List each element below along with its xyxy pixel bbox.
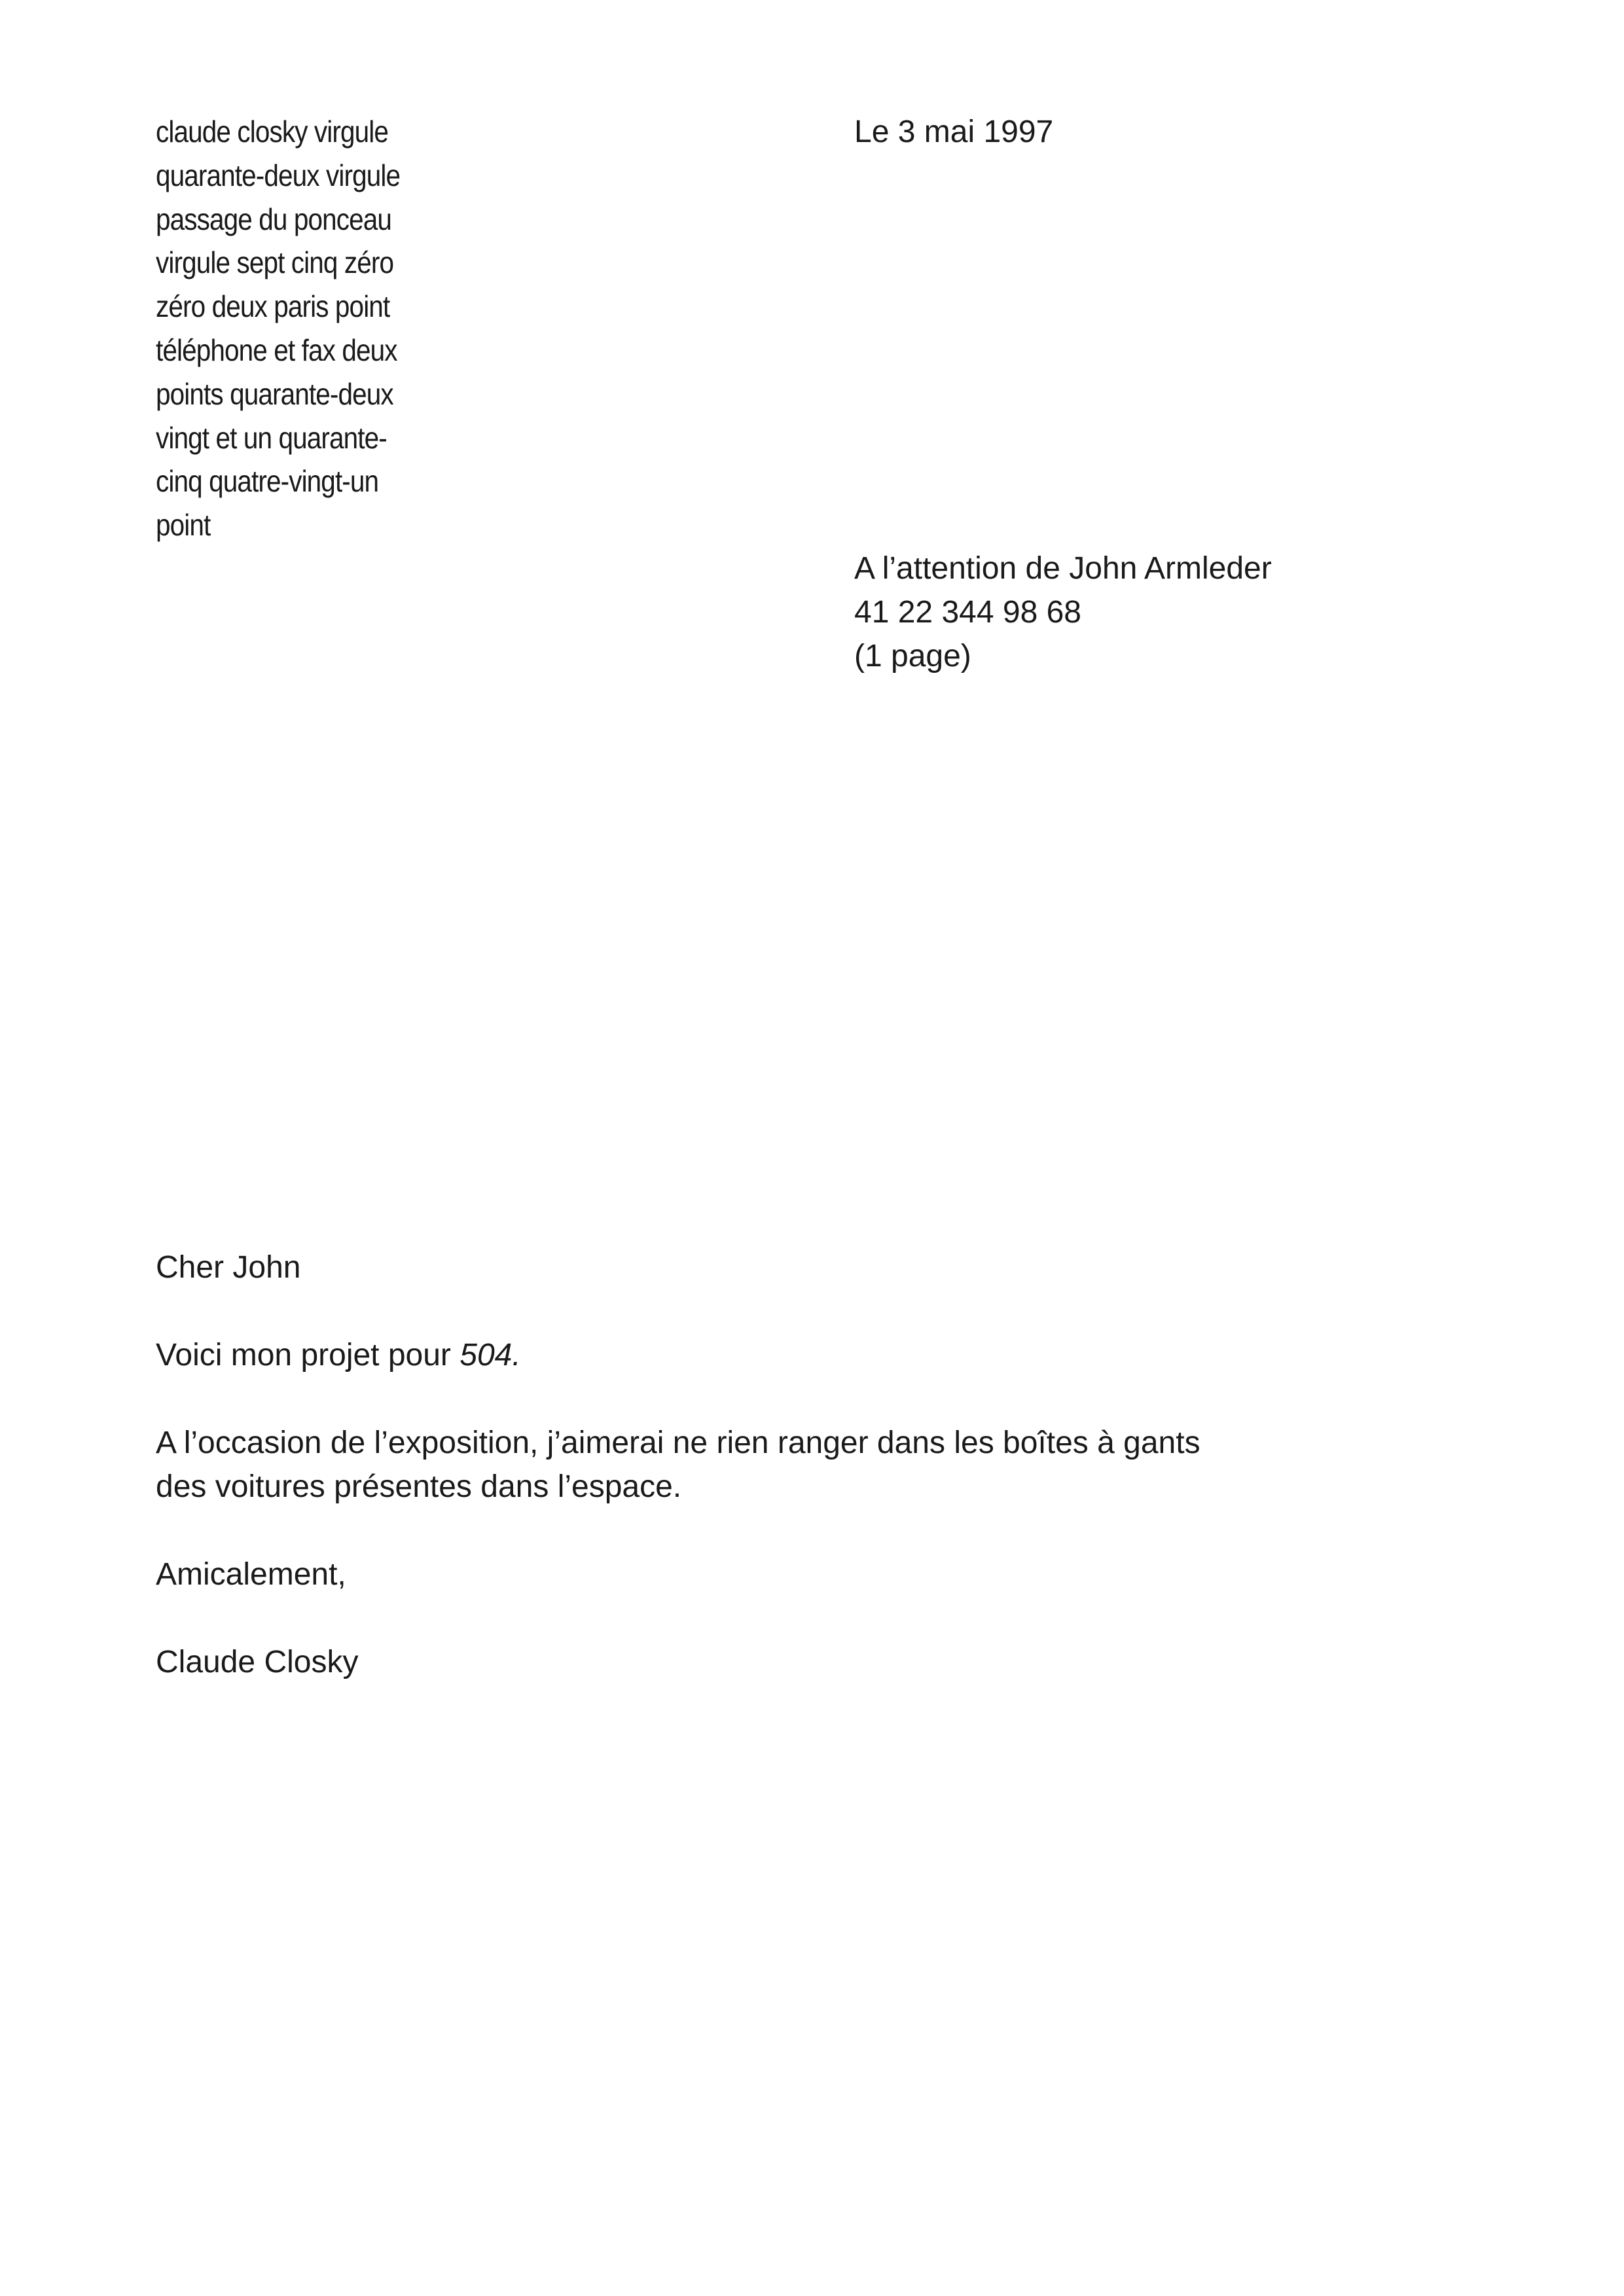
salutation: Cher John: [156, 1250, 301, 1285]
sender-address-line: point: [156, 508, 211, 543]
body-line: des voitures présentes dans l’espace.: [156, 1469, 682, 1504]
letter-date: Le 3 mai 1997: [854, 115, 1054, 149]
closing: Amicalement,: [156, 1557, 346, 1592]
intro-paragraph: [156, 1333, 1399, 1377]
sender-address-line: points quarante-deux: [156, 376, 393, 411]
recipient-block: [854, 547, 1272, 678]
sender-address-line: zéro deux paris point: [156, 289, 390, 324]
body-line: A l’occasion de l’exposition, j’aimerai ne rien ranger dans les boîtes à gants: [156, 1426, 1200, 1460]
sender-address-line: virgule sept cinq zéro: [156, 245, 394, 280]
sender-address-line: passage du ponceau: [156, 202, 392, 236]
recipient-attention: A l’attention de John Armleder: [854, 551, 1272, 586]
sender-address-line: quarante-deux virgule: [156, 158, 401, 192]
letter-body: [156, 1246, 1399, 1728]
project-title: 504.: [460, 1338, 521, 1372]
sender-address-block: [156, 110, 456, 547]
body-paragraph: [156, 1421, 1399, 1509]
sender-address-line: vingt et un quarante-: [156, 420, 387, 455]
intro-text: Voici mon projet pour: [156, 1338, 460, 1372]
sender-address-line: téléphone et fax deux: [156, 332, 397, 367]
signature: Claude Closky: [156, 1645, 359, 1679]
recipient-fax-number: 41 22 344 98 68: [854, 595, 1081, 630]
page-count: (1 page): [854, 639, 971, 673]
sender-address-line: cinq quatre-vingt-un: [156, 464, 379, 499]
sender-address-line: claude closky virgule: [156, 115, 389, 149]
